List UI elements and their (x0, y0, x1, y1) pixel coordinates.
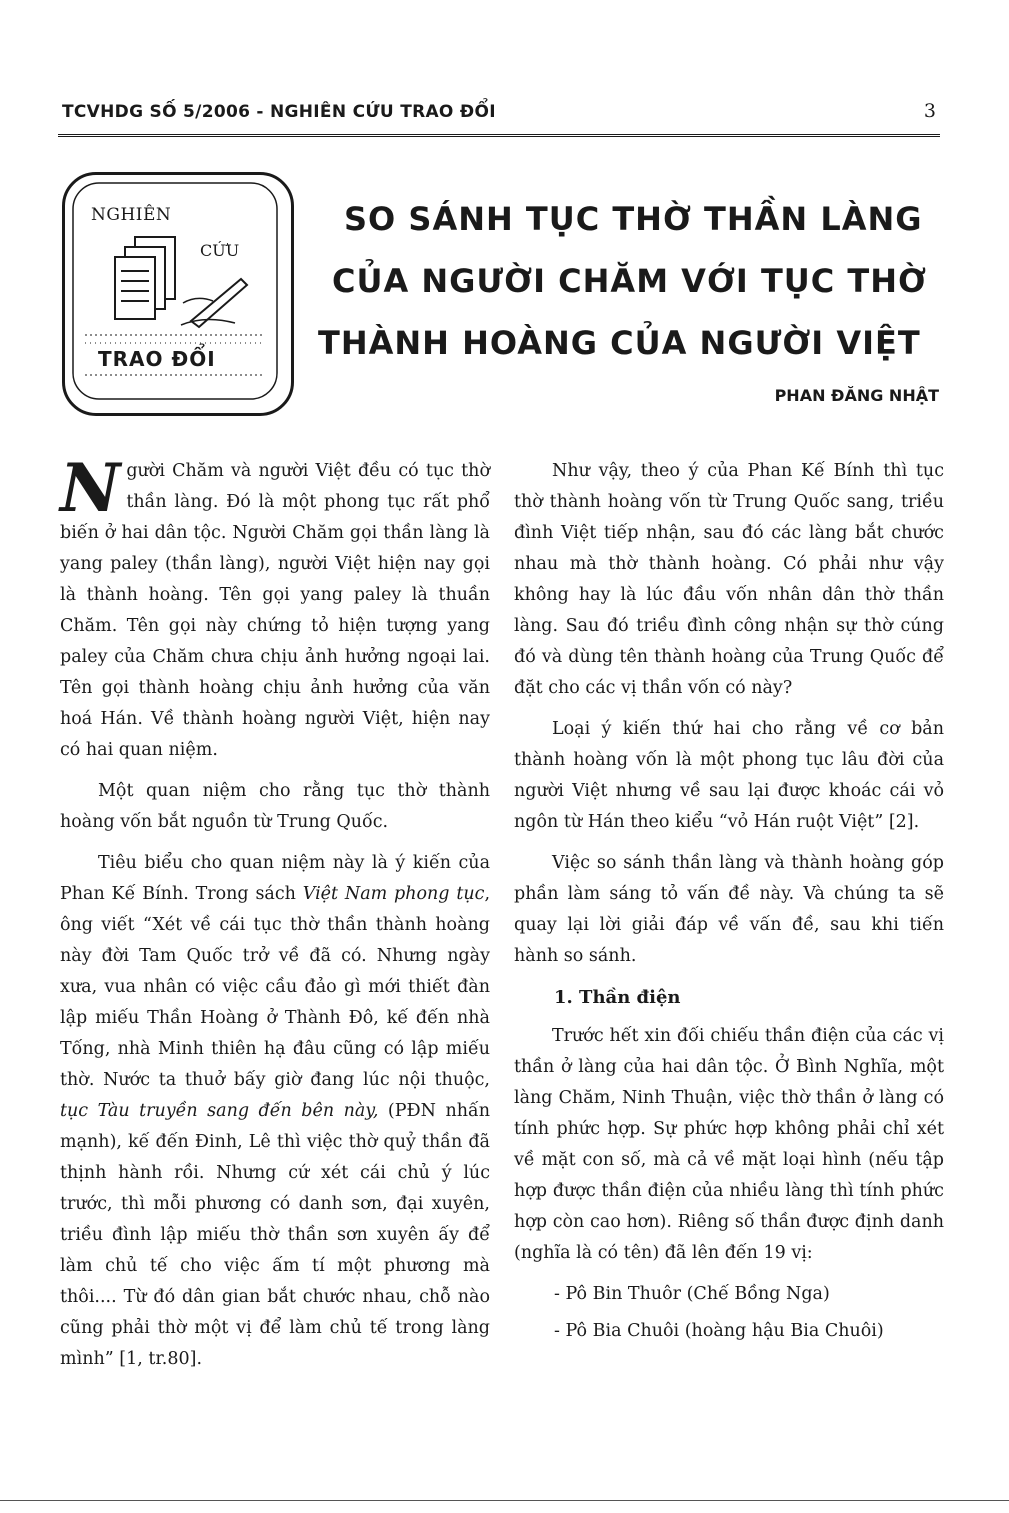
paragraph: Việc so sánh thần làng và thành hoàng góp phần làm sáng tỏ vấn đề này. Và chúng ta sẽ quay lại lời giải đáp về vấn đề, sau khi tiến hành so sánh. (514, 853, 944, 966)
running-title: TCVHDG SỐ 5/2006 - NGHIÊN CỨU TRAO ĐỔI (62, 102, 496, 122)
emphasis: tục Tàu truyền sang đến bên này, (60, 1101, 379, 1121)
paragraph: Trước hết xin đối chiếu thần điện của các vị thần ở làng của hai dân tộc. Ở Bình Nghĩa, một làng Chăm, Ninh Thuận, việc thờ thần ở làng có tính phức hợp. Sự phức hợp không phải chỉ xét về mặt con số, mà cả về mặt loại hình (nếu tập hợp được thần điện của nhiều làng thì tính phức hợp còn cao hơn). Riêng số thần được định danh (nghĩa là có tên) đã lên đến 19 vị: (514, 1026, 944, 1263)
author-name: PHAN ĐĂNG NHẬT (774, 386, 939, 405)
bottom-rule (0, 1500, 1009, 1501)
paragraph (60, 848, 490, 1375)
paragraph (60, 449, 490, 766)
right-column (514, 456, 944, 1353)
logo-word-nghien: NGHIÊN (91, 205, 172, 225)
left-column (60, 449, 491, 1385)
paragraph: Loại ý kiến thứ hai cho rằng về cơ bản thành hoàng vốn là một phong tục lâu đời của người Việt nhưng về sau lại được khoác cái vỏ ngôn từ Hán theo kiểu “vỏ Hán ruột Việt” [2]. (514, 719, 944, 832)
paragraph-text: (PĐN nhấn mạnh), kế đến Đinh, Lê thì việc thờ quỷ thần đã thịnh hành rồi. Nhưng cứ xét cái chủ ý lúc trước, thì mỗi phương có danh sơn, đại xuyên, triều đình lập miếu thờ thần sơn xuyên ấy để làm chủ tế cho việc ấm tí một phương mà thôi.... Từ đó dân gian bắt chước nhau, chỗ nào cũng phải thờ một vị để làm chủ tế trong làng mình” [1, tr.80]. (60, 1101, 490, 1369)
page-number: 3 (923, 100, 936, 122)
section-heading: 1. Thần điện (554, 987, 681, 1008)
paragraph-text: , ông viết “Xét về cái tục thờ thần thành hoàng này đời Tam Quốc trở về đã có. Nhưng ngày xưa, vua nhân có việc cầu đảo gì mới thiết đàn lập miếu Thần Hoàng ở Thành Đô, kế đến nhà Tống, nhà Minh thiên hạ đâu cũng có lập miếu thờ. Nước ta thuở bấy giờ đang lúc nội thuộc, (60, 884, 491, 1090)
drop-cap: N (60, 449, 121, 527)
book-title: Việt Nam phong tục (302, 884, 485, 904)
title-line-2: CỦA NGƯỜI CHĂM VỚI TỤC THỜ (332, 262, 927, 300)
paragraph-text: gười Chăm và người Việt đều có tục thờ thần làng. Đó là một phong tục rất phổ biến ở hai dân tộc. Người Chăm gọi thần làng là yang paley (thần làng), người Việt hiện nay gọi là thành hoàng. Tên gọi yang paley là thuần Chăm. Tên gọi này chứng tỏ hiện tượng yang paley của Chăm chưa chịu ảnh hưởng ngoại lai. Tên gọi thành hoàng chịu ảnh hưởng của văn hoá Hán. Về thành hoàng người Việt, hiện nay có hai quan niệm. (60, 461, 490, 760)
title-line-3: THÀNH HOÀNG CỦA NGƯỜI VIỆT (318, 324, 921, 362)
logo-word-cuu: CỨU (200, 241, 240, 260)
article-title (318, 188, 958, 374)
list-item: - Pô Bin Thuôr (Chế Bồng Nga) (554, 1284, 830, 1304)
running-header (58, 100, 940, 137)
list-item: - Pô Bia Chuôi (hoàng hậu Bia Chuôi) (554, 1321, 884, 1341)
title-line-1: SO SÁNH TỤC THỜ THẦN LÀNG (344, 200, 923, 238)
paragraph: Như vậy, theo ý của Phan Kế Bính thì tục thờ thành hoàng vốn từ Trung Quốc sang, triều đình Việt tiếp nhận, sau đó các làng bắt chước nhau mà thờ thành hoàng. Có phải như vậy không hay là lúc đầu vốn nhân dân thờ thần làng. Sau đó triều đình công nhận sự thờ cúng đó và dùng tên thành hoàng của Trung Quốc để đặt cho các vị thần vốn có này? (514, 461, 944, 698)
paragraph: Một quan niệm cho rằng tục thờ thành hoàng vốn bắt nguồn từ Trung Quốc. (60, 781, 490, 832)
section-logo (62, 172, 294, 416)
paragraph-text: Tiêu biểu cho quan niệm này là ý kiến của Phan Kế Bính. Trong sách (60, 853, 490, 904)
logo-word-trao-doi: TRAO ĐỔI (95, 347, 219, 371)
